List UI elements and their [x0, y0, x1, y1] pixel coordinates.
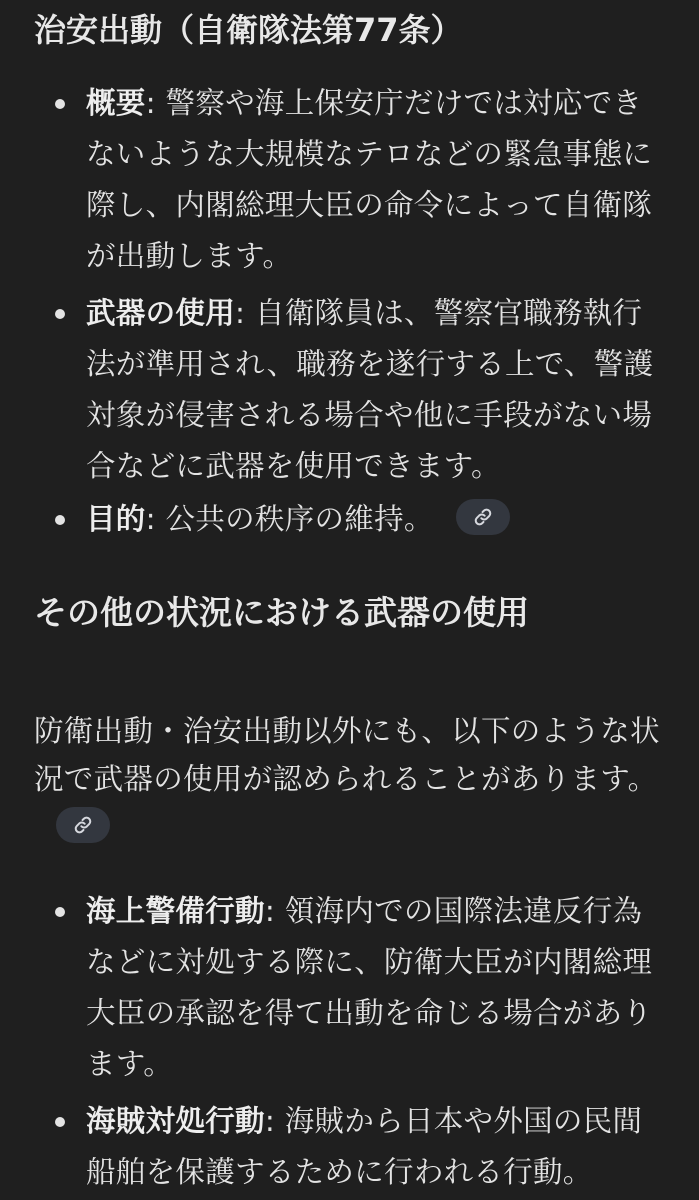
item-label: 目的 [86, 502, 146, 536]
item-separator: : [264, 1104, 285, 1138]
item-label: 海上警備行動 [86, 894, 265, 928]
item-separator: : [264, 894, 285, 928]
item-label: 武器の使用 [86, 296, 236, 330]
item-separator: : [145, 502, 166, 536]
intro-text: 防衛出動・治安出動以外にも、以下のような状況で武器の使用が認められることがあります。 [34, 714, 660, 796]
item-separator: : [235, 296, 255, 330]
link-icon [73, 815, 93, 835]
item-label: 概要 [86, 86, 146, 120]
bullet [55, 515, 65, 525]
list-item-text [86, 288, 668, 492]
item-label: 海賊対処行動 [86, 1104, 265, 1138]
section2-intro [34, 707, 674, 851]
item-body: 公共の秩序の維持。 [165, 502, 434, 536]
list-item-text [86, 78, 668, 282]
list-item-text [86, 886, 668, 1090]
bullet [55, 309, 65, 319]
list-item-text [86, 1096, 668, 1198]
citation-chip[interactable] [56, 807, 110, 843]
list-item-text [86, 494, 668, 545]
bullet [55, 907, 65, 917]
section-title-chian-shutsudo: 治安出動（自衛隊法第77条） [34, 11, 463, 49]
citation-chip[interactable] [456, 499, 510, 535]
section-title-other-situations: その他の状況における武器の使用 [34, 593, 529, 632]
bullet [55, 99, 65, 109]
bullet [55, 1117, 65, 1127]
item-body: 自衛隊員は、警察官職務執行法が準用され、職務を遂行する上で、警護対象が侵害される場合や他に手段がない場合などに武器を使用できます。 [86, 296, 654, 483]
link-icon [473, 507, 493, 527]
item-body: 警察や海上保安庁だけでは対応できないような大規模なテロなどの緊急事態に際し、内閣総理大臣の命令によって自衛隊が出動します。 [86, 86, 653, 273]
item-separator: : [145, 86, 166, 120]
item-body: 海賊から日本や外国の民間船舶を保護するために行われる行動。 [86, 1104, 643, 1189]
item-body: 領海内での国際法違反行為などに対処する際に、防衛大臣が内閣総理大臣の承認を得て出動を命じる場合があります。 [86, 894, 653, 1081]
